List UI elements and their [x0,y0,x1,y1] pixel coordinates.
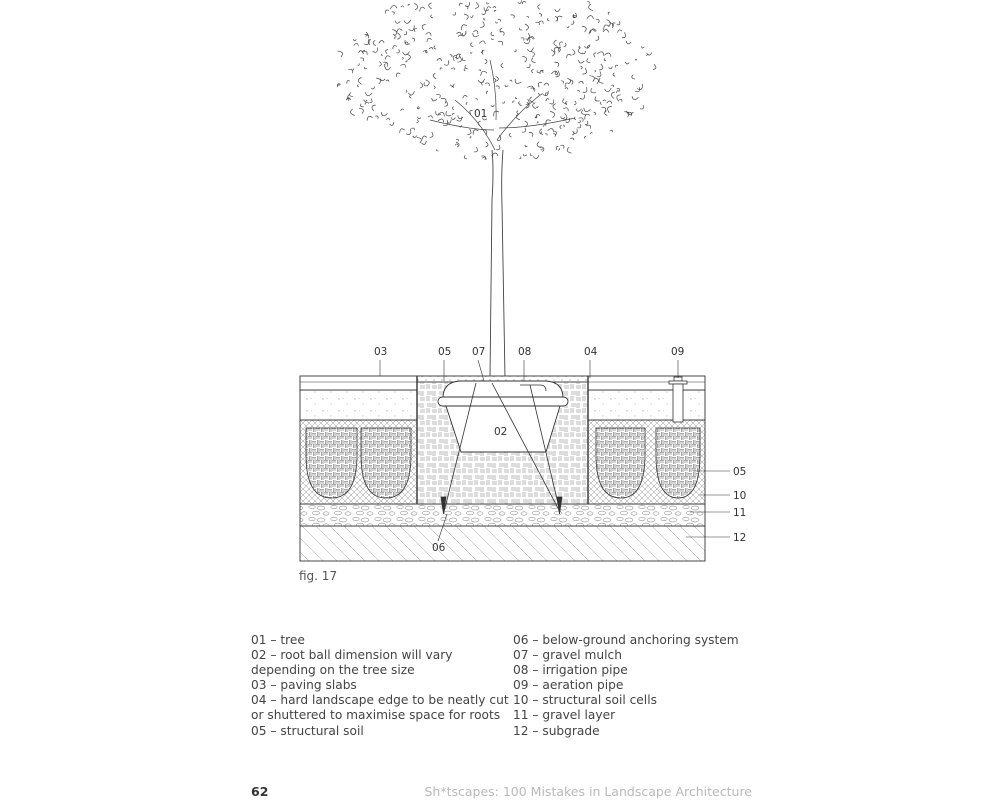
callout-02: 02 [494,426,508,438]
callout-05: 05 [438,346,452,358]
callout-05-side: 05 [733,466,747,478]
legend-line: 12 – subgrade [513,723,600,738]
callout-08: 08 [518,346,532,358]
legend-column-left [251,633,509,739]
legend-line: 07 – gravel mulch [513,648,622,663]
tree-trunk [490,150,505,378]
legend-line: 09 – aeration pipe [513,678,624,693]
legend-line: 03 – paving slabs [251,678,357,693]
book-title: Sh*tscapes: 100 Mistakes in Landscape Architecture [424,784,752,799]
page-number: 62 [251,784,269,799]
legend-line: 10 – structural soil cells [513,693,657,708]
callout-09: 09 [671,346,685,358]
callout-01: 01 [474,108,488,120]
canopy-leaves [337,0,656,159]
legend-line: 02 – root ball dimension will vary [251,648,453,663]
legend-line: 06 – below-ground anchoring system [513,633,739,647]
callout-06: 06 [432,542,446,554]
legend-line: 01 – tree [251,633,305,647]
legend-line: 08 – irrigation pipe [513,663,628,678]
legend-column-right [513,633,739,739]
callout-11: 11 [733,507,747,519]
legend-line: depending on the tree size [251,663,415,678]
callout-04: 04 [584,346,598,358]
legend-line: 05 – structural soil [251,723,364,738]
figure-caption: fig. 17 [299,569,338,583]
legend-line: 11 – gravel layer [513,708,616,723]
callout-03: 03 [374,346,388,358]
legend-line: 04 – hard landscape edge to be neatly cut [251,693,509,708]
legend-line: or shuttered to maximise space for roots [251,708,501,723]
callout-12: 12 [733,532,747,544]
root-ball [438,381,568,452]
callout-10: 10 [733,490,747,502]
tree-canopy [337,0,656,159]
callout-07: 07 [472,346,486,358]
